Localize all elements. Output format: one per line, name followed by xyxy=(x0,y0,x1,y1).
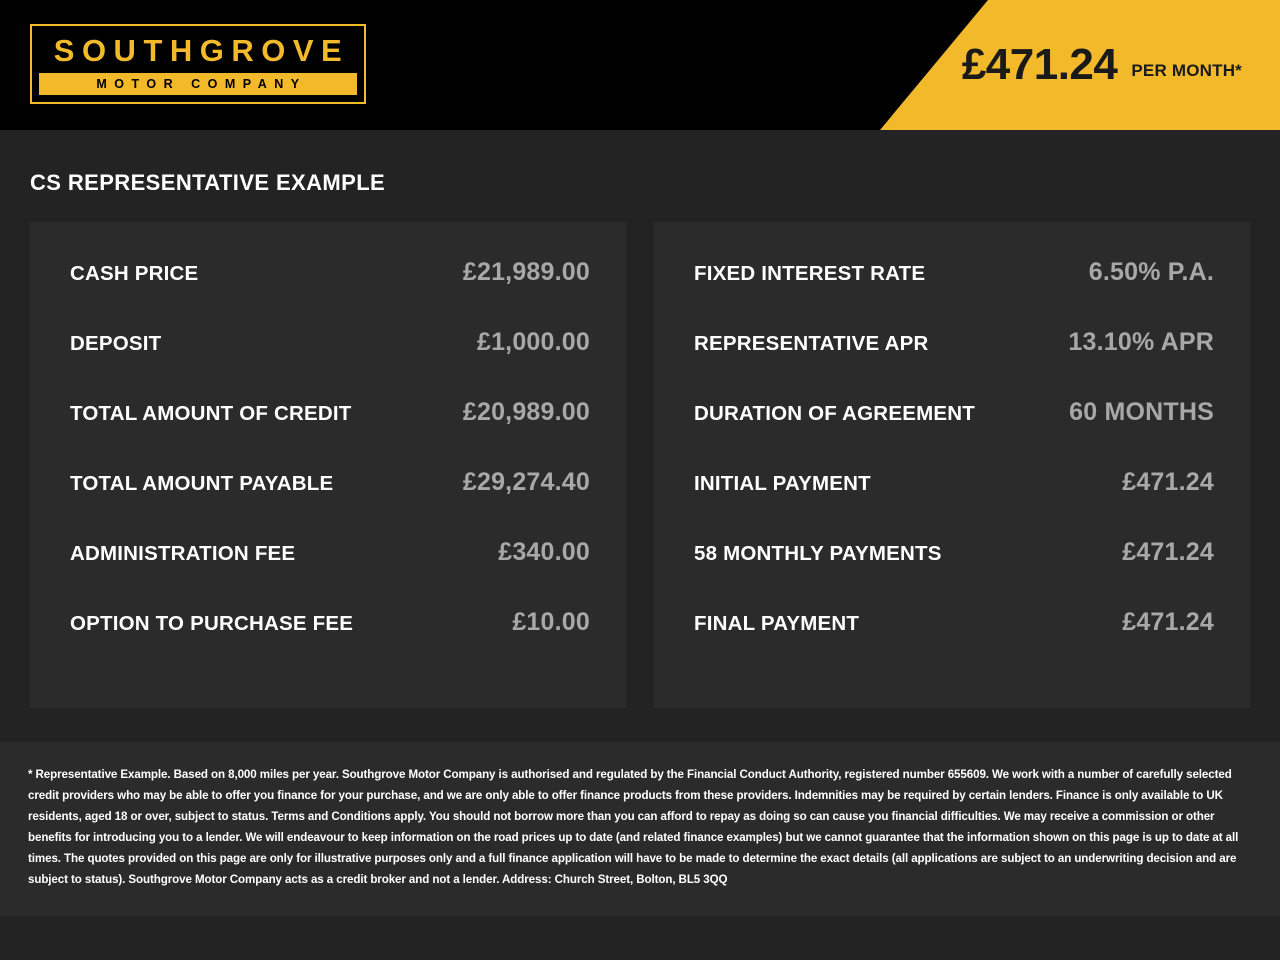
table-row xyxy=(676,468,1228,538)
row-value: 13.10% APR xyxy=(1068,328,1214,356)
row-value: 6.50% P.A. xyxy=(1088,258,1214,286)
page-title: CS REPRESENTATIVE EXAMPLE xyxy=(30,170,386,195)
table-row xyxy=(52,328,604,398)
row-label: DURATION OF AGREEMENT xyxy=(694,402,975,425)
row-label: REPRESENTATIVE APR xyxy=(694,332,929,355)
row-label: ADMINISTRATION FEE xyxy=(70,542,296,565)
table-row xyxy=(52,608,604,678)
disclaimer-text: * Representative Example. Based on 8,000 miles per year. Southgrove Motor Company is authorised and regulated by the Financial Conduct Authority, registered number 655609. We work with a number of carefully selected credit providers who may be able to offer you finance for your purchase, and we are only able to offer finance products from these providers. Indemnities may be required by certain lenders. Finance is only available to UK residents, aged 18 or over, subject to status. Terms and Conditions apply. You should not borrow more than you can afford to repay as doing so can cause you financial difficulties. We may receive a commission or other benefits for introducing you to a lender. We will endeavour to keep information on the road prices up to date (and related finance examples) but we cannot guarantee that the information shown on this page is up to date at all times. The quotes provided on this page are only for illustrative purposes only and a full finance application will have to be made to determine the exact details (all applications are subject to an underwriting decision and are subject to status). Southgrove Motor Company acts as a credit broker and not a lender. Address: Church Street, Bolton, BL5 3QQ xyxy=(28,768,1239,886)
logo-sub-bar xyxy=(39,73,357,95)
row-value: £471.24 xyxy=(1122,468,1214,496)
row-value: £1,000.00 xyxy=(476,328,590,356)
left-finance-panel xyxy=(30,222,626,708)
row-value: £471.24 xyxy=(1122,608,1214,636)
row-value: £20,989.00 xyxy=(462,398,590,426)
row-value: £10.00 xyxy=(512,608,590,636)
table-row xyxy=(676,538,1228,608)
table-row xyxy=(676,608,1228,678)
table-row xyxy=(52,538,604,608)
row-label: 58 MONTHLY PAYMENTS xyxy=(694,542,942,565)
row-label: TOTAL AMOUNT OF CREDIT xyxy=(70,402,352,425)
row-label: OPTION TO PURCHASE FEE xyxy=(70,612,354,635)
logo-primary-text: SOUTHGROVE xyxy=(53,33,350,68)
company-logo xyxy=(30,24,366,104)
row-value: £29,274.40 xyxy=(462,468,590,496)
table-row xyxy=(52,258,604,328)
monthly-price-period: PER MONTH* xyxy=(1131,61,1242,80)
finance-panels xyxy=(30,222,1250,708)
page-header xyxy=(0,0,1280,130)
table-row xyxy=(52,398,604,468)
right-finance-panel xyxy=(654,222,1250,708)
monthly-price-amount: £471.24 xyxy=(961,40,1118,89)
row-value: £21,989.00 xyxy=(462,258,590,286)
table-row xyxy=(676,398,1228,468)
row-label: TOTAL AMOUNT PAYABLE xyxy=(70,472,334,495)
row-label: CASH PRICE xyxy=(70,262,199,285)
logo-secondary-text: MOTOR COMPANY xyxy=(96,76,307,91)
row-label: FIXED INTEREST RATE xyxy=(694,262,926,285)
table-row xyxy=(676,328,1228,398)
disclaimer-section xyxy=(0,742,1280,916)
row-value: 60 MONTHS xyxy=(1069,398,1214,426)
row-label: FINAL PAYMENT xyxy=(694,612,860,635)
row-value: £340.00 xyxy=(498,538,590,566)
table-row xyxy=(676,258,1228,328)
row-value: £471.24 xyxy=(1122,538,1214,566)
row-label: INITIAL PAYMENT xyxy=(694,472,871,495)
table-row xyxy=(52,468,604,538)
monthly-price-block xyxy=(962,0,1242,130)
row-label: DEPOSIT xyxy=(70,332,162,355)
